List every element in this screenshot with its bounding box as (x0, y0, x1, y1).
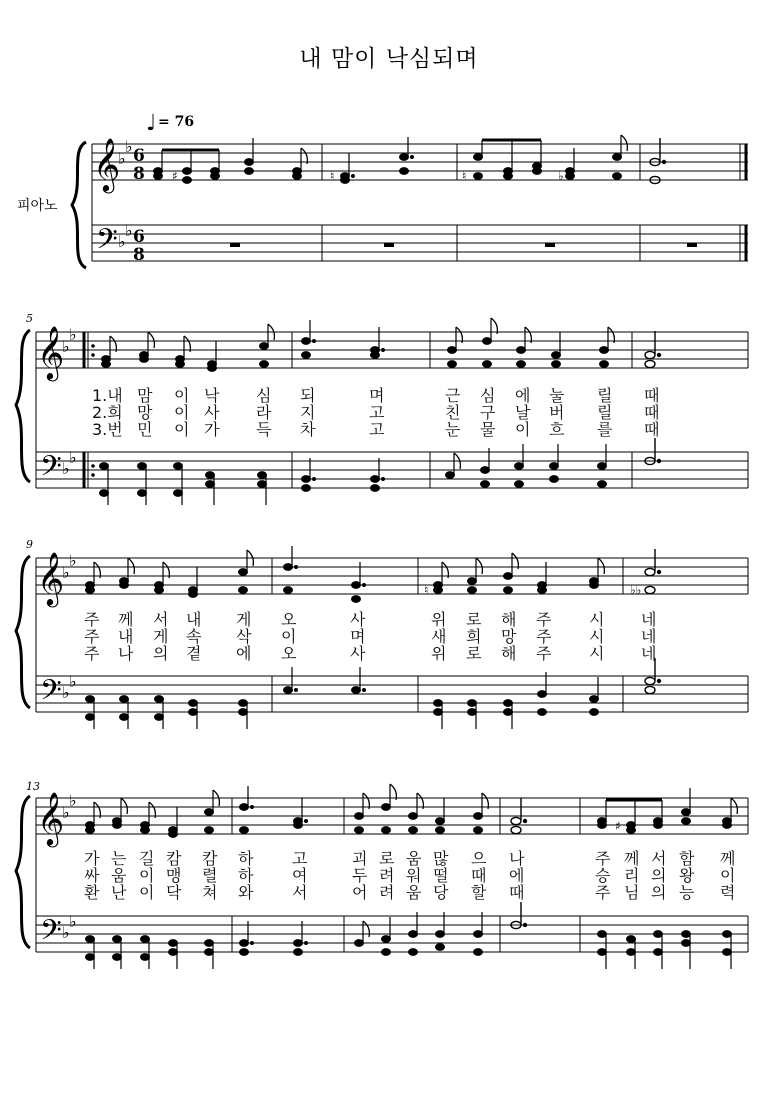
lyric: 오 (281, 644, 297, 663)
time-signature-top: 6 (133, 146, 145, 166)
lyric: 시 (589, 627, 605, 646)
svg-text:♯: ♯ (172, 169, 178, 183)
lyric: 맹 (166, 866, 182, 885)
measure-number: 5 (26, 312, 33, 325)
lyrics-row-1 (92, 386, 659, 439)
svg-text:♭: ♭ (558, 169, 564, 183)
bass-rests (230, 243, 697, 247)
lyric: 내 (186, 610, 202, 629)
flat-icon: ♭ (62, 923, 70, 942)
lyric: 하 (238, 866, 254, 885)
lyric: 주 (595, 883, 611, 902)
lyric: 지 (300, 403, 316, 422)
lyric: 삭 (236, 627, 252, 646)
system-2-treble-notes (102, 318, 615, 371)
lyric: 주 (536, 627, 552, 646)
lyric: 구 (480, 403, 496, 422)
lyric: 오 (281, 610, 297, 629)
time-signature-bottom: 8 (133, 164, 145, 184)
lyric: 흐 (549, 420, 565, 439)
instrument-label: 피아노 (17, 198, 58, 214)
measure-3-notes (462, 135, 627, 183)
quarter-note-icon: ♩ (146, 111, 157, 136)
lyric: 때 (644, 403, 660, 422)
lyric: 에 (515, 386, 531, 405)
lyric: 게 (153, 627, 169, 646)
lyric: 눈 (445, 420, 461, 439)
lyric: 주 (536, 610, 552, 629)
lyric: 고 (369, 420, 385, 439)
lyric: 사 (350, 644, 366, 663)
treble-clef-icon: 𝄞 (93, 137, 121, 191)
lyric: 이 (281, 627, 297, 646)
lyric: 할 (471, 883, 487, 902)
lyric: 두 (352, 866, 368, 885)
system-2-bass-notes (100, 444, 607, 505)
treble-clef-icon: 𝄞 (37, 551, 65, 605)
lyric: 렬 (202, 866, 218, 885)
lyric: 력 (720, 883, 736, 902)
lyric: 가 (84, 849, 100, 868)
lyric: 움 (406, 883, 422, 902)
lyric: 를 (597, 420, 613, 439)
lyric: 네 (641, 610, 657, 629)
lyric: 주 (536, 644, 552, 663)
measure-number: 13 (26, 780, 40, 793)
flat-icon: ♭ (125, 221, 133, 240)
measure-4-notes (650, 138, 666, 184)
lyric: 희 (466, 627, 482, 646)
lyric: 시 (589, 610, 605, 629)
lyric: 로 (466, 610, 482, 629)
bass-staff (36, 452, 748, 488)
lyric: 서 (651, 849, 667, 868)
svg-text:♮: ♮ (330, 169, 335, 183)
lyric: 함 (679, 849, 695, 868)
time-signature-bottom: 8 (133, 245, 145, 265)
lyric: 여 (292, 866, 308, 885)
flat-icon: ♭ (62, 459, 70, 478)
svg-text:♮: ♮ (462, 169, 467, 183)
lyric: 며 (369, 386, 385, 405)
lyric: 릴 (597, 403, 613, 422)
lyric: 의 (651, 883, 667, 902)
bass-clef-icon: 𝄢 (40, 914, 62, 954)
treble-clef-icon: 𝄞 (37, 325, 65, 379)
lyric: 이 (174, 420, 190, 439)
flat-icon: ♭ (69, 912, 77, 931)
lyric: 나 (509, 849, 525, 868)
lyric: 네 (641, 627, 657, 646)
flat-icon: ♭ (69, 672, 77, 691)
flat-icon: ♭ (69, 325, 77, 344)
lyric: 려 (379, 883, 395, 902)
lyric: 게 (236, 610, 252, 629)
lyric: 되 (300, 386, 316, 405)
lyric: 물 (480, 420, 496, 439)
measure-number: 9 (26, 538, 33, 551)
bass-clef-icon: 𝄢 (40, 674, 62, 714)
bass-staff (92, 225, 748, 261)
lyric: 시 (589, 644, 605, 663)
lyric: 에 (509, 866, 525, 885)
lyric: 움 (406, 849, 422, 868)
treble-clef-icon: 𝄞 (37, 791, 65, 845)
system-4 (16, 780, 748, 969)
brace-icon (16, 796, 30, 948)
flat-icon: ♭ (125, 137, 133, 156)
lyric: 1.내 (92, 386, 123, 405)
lyric: 쳐 (202, 883, 218, 902)
lyric: 내 (118, 627, 134, 646)
flat-icon: ♭ (62, 803, 70, 822)
lyric: 싸 (84, 866, 100, 885)
lyric: 캄 (166, 849, 182, 868)
lyric: 주 (595, 849, 611, 868)
lyric: 와 (238, 883, 254, 902)
lyric: 께 (720, 849, 736, 868)
lyric: 당 (433, 883, 449, 902)
lyric: 위 (431, 644, 447, 663)
lyric: 리 (624, 866, 640, 885)
lyric: 친 (445, 403, 461, 422)
bass-clef-icon: 𝄢 (96, 223, 118, 263)
lyric: 3.번 (92, 420, 123, 439)
lyric: 어 (352, 883, 368, 902)
lyric: 맘 (137, 386, 153, 405)
lyric: 망 (501, 627, 517, 646)
lyric: 해 (501, 644, 517, 663)
lyric: 많 (433, 849, 449, 868)
lyric: 이 (515, 420, 531, 439)
lyric: 서 (292, 883, 308, 902)
lyric: 새 (431, 627, 447, 646)
lyric: 하 (238, 849, 254, 868)
lyric: 때 (644, 386, 660, 405)
lyric: 의 (153, 644, 169, 663)
lyric: 의 (651, 866, 667, 885)
lyric: 속 (186, 627, 202, 646)
lyric: 곁 (186, 644, 202, 663)
lyric: 차 (300, 420, 316, 439)
lyric: 난 (111, 883, 127, 902)
flat-icon: ♭ (62, 563, 70, 582)
lyric: 워 (406, 866, 422, 885)
system-2-half-note (645, 331, 661, 368)
svg-text:♯: ♯ (615, 819, 621, 833)
tempo-label: = 76 (158, 114, 195, 130)
lyric: 때 (471, 866, 487, 885)
lyric: 려 (379, 866, 395, 885)
lyric: 주 (84, 610, 100, 629)
system-2 (16, 312, 748, 505)
system-3 (16, 538, 748, 729)
system-4-bass-notes (86, 912, 732, 969)
lyric: 환 (84, 883, 100, 902)
lyric: 2.희 (92, 403, 123, 422)
lyric: 주 (84, 644, 100, 663)
lyric: 며 (350, 627, 366, 646)
lyrics-row-2 (84, 610, 656, 663)
lyric: 릴 (597, 386, 613, 405)
flat-icon: ♭ (118, 232, 126, 251)
time-signature-top: 6 (133, 227, 145, 247)
flat-icon: ♭ (118, 149, 126, 168)
lyric: 네 (641, 644, 657, 663)
lyric: 께 (118, 610, 134, 629)
lyric: 민 (137, 420, 153, 439)
flat-icon: ♭ (69, 791, 77, 810)
lyric: 해 (501, 610, 517, 629)
flat-icon: ♭ (62, 337, 70, 356)
brace-icon (16, 556, 30, 708)
measure-1-notes (154, 138, 308, 183)
lyric: 버 (549, 403, 565, 422)
lyric: 가 (204, 420, 220, 439)
lyric: 움 (111, 866, 127, 885)
lyric: 승 (595, 866, 611, 885)
lyric: 사 (204, 403, 220, 422)
lyric: 라 (256, 403, 272, 422)
lyric: 사 (350, 610, 366, 629)
lyric: 로 (466, 644, 482, 663)
lyric: 주 (84, 627, 100, 646)
lyric: 이 (139, 866, 155, 885)
lyric: 로 (379, 849, 395, 868)
lyric: 떨 (433, 866, 449, 885)
lyric: 고 (369, 403, 385, 422)
flat-icon: ♭ (62, 683, 70, 702)
lyric: 으 (471, 849, 487, 868)
lyric: 날 (515, 403, 531, 422)
lyric: 께 (624, 849, 640, 868)
lyric: 이 (139, 883, 155, 902)
lyric: 능 (679, 883, 695, 902)
lyric: 길 (139, 849, 155, 868)
system-3-half-note (630, 549, 661, 597)
flat-icon: ♭ (69, 551, 77, 570)
lyric: 득 (256, 420, 272, 439)
lyric: 때 (644, 420, 660, 439)
lyric: 괴 (352, 849, 368, 868)
lyric: 이 (174, 386, 190, 405)
lyric: 캄 (202, 849, 218, 868)
lyric: 는 (111, 849, 127, 868)
bass-staff (36, 916, 748, 952)
brace-icon (16, 330, 30, 482)
lyric: 위 (431, 610, 447, 629)
svg-text:♭♭: ♭♭ (630, 583, 642, 597)
system-4-treble-notes (86, 784, 738, 837)
lyric: 님 (624, 883, 640, 902)
lyric: 때 (509, 883, 525, 902)
page-title: 내 맘이 낙심되며 (299, 46, 479, 72)
svg-text:♮: ♮ (424, 583, 429, 597)
bass-staff (36, 676, 748, 712)
lyric: 이 (174, 403, 190, 422)
lyric: 근 (445, 386, 461, 405)
lyric: 이 (720, 866, 736, 885)
system-1 (17, 111, 748, 268)
bass-clef-icon: 𝄢 (40, 450, 62, 490)
lyric: 나 (118, 644, 134, 663)
lyric: 닥 (166, 883, 182, 902)
lyric: 망 (137, 403, 153, 422)
lyric: 왕 (679, 866, 695, 885)
lyric: 심 (256, 386, 272, 405)
lyric: 에 (236, 644, 252, 663)
flat-icon: ♭ (69, 448, 77, 467)
lyric: 심 (480, 386, 496, 405)
lyric: 낙 (204, 386, 220, 405)
lyric: 눌 (549, 386, 565, 405)
lyric: 고 (292, 849, 308, 868)
lyric: 서 (153, 610, 169, 629)
lyrics-row-3 (84, 849, 735, 902)
brace-icon (72, 142, 86, 268)
